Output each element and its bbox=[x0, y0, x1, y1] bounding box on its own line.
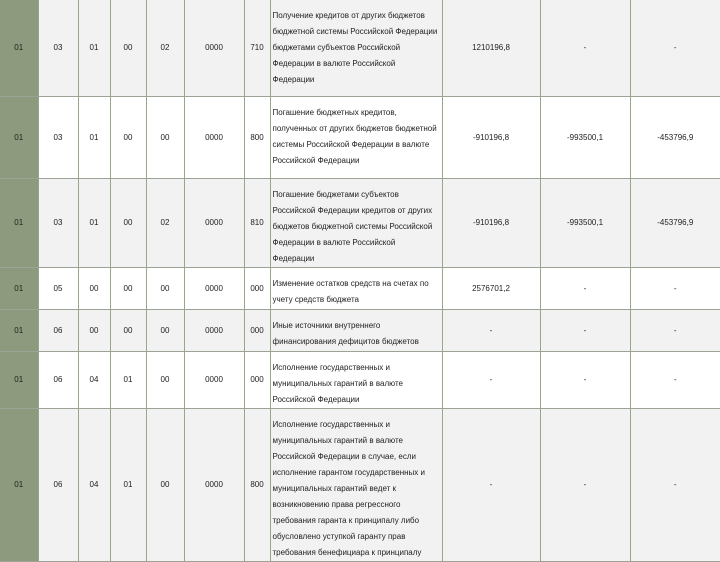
code-cell: 00 bbox=[146, 309, 184, 351]
code-cell: 00 bbox=[110, 96, 146, 178]
description-cell: Иные источники внутреннего финансирования дефицитов бюджетов bbox=[270, 309, 442, 351]
code-cell: 800 bbox=[244, 408, 270, 561]
code-cell: 01 bbox=[78, 0, 110, 96]
table-row bbox=[0, 96, 720, 178]
value-cell: -453796,9 bbox=[630, 96, 720, 178]
code-cell: 00 bbox=[78, 267, 110, 309]
value-cell: -993500,1 bbox=[540, 178, 630, 267]
code-cell: 04 bbox=[78, 351, 110, 408]
code-cell: 01 bbox=[78, 96, 110, 178]
code-cell: 00 bbox=[146, 351, 184, 408]
code-cell: 02 bbox=[146, 178, 184, 267]
description-cell: Погашение бюджетами субъектов Российской Федерации кредитов от других бюджетов бюджетной системы Российской Федерации в валюте Российской Федерации bbox=[270, 178, 442, 267]
code-cell: 01 bbox=[0, 408, 38, 561]
code-cell: 03 bbox=[38, 178, 78, 267]
code-cell: 0000 bbox=[184, 178, 244, 267]
code-cell: 01 bbox=[0, 178, 38, 267]
code-cell: 00 bbox=[78, 309, 110, 351]
code-cell: 00 bbox=[146, 408, 184, 561]
code-cell: 01 bbox=[0, 96, 38, 178]
code-cell: 01 bbox=[110, 351, 146, 408]
description-cell: Погашение бюджетных кредитов, полученных от других бюджетов бюджетной системы Российской Федерации в валюте Российской Федерации bbox=[270, 96, 442, 178]
value-cell: - bbox=[630, 351, 720, 408]
value-cell: - bbox=[540, 267, 630, 309]
table-row bbox=[0, 408, 720, 561]
code-cell: 0000 bbox=[184, 0, 244, 96]
code-cell: 00 bbox=[146, 96, 184, 178]
code-cell: 03 bbox=[38, 96, 78, 178]
value-cell: 2576701,2 bbox=[442, 267, 540, 309]
code-cell: 00 bbox=[110, 178, 146, 267]
value-cell: - bbox=[540, 309, 630, 351]
code-cell: 06 bbox=[38, 408, 78, 561]
value-cell: - bbox=[630, 267, 720, 309]
value-cell: - bbox=[442, 351, 540, 408]
value-cell: -910196,8 bbox=[442, 96, 540, 178]
code-cell: 01 bbox=[110, 408, 146, 561]
code-cell: 00 bbox=[110, 0, 146, 96]
code-cell: 06 bbox=[38, 309, 78, 351]
code-cell: 03 bbox=[38, 0, 78, 96]
description-cell: Получение кредитов от других бюджетов бюджетной системы Российской Федерации бюджетами субъектов Российской Федерации в валюте Российской Федерации bbox=[270, 0, 442, 96]
code-cell: 05 bbox=[38, 267, 78, 309]
value-cell: - bbox=[540, 408, 630, 561]
code-cell: 800 bbox=[244, 96, 270, 178]
code-cell: 710 bbox=[244, 0, 270, 96]
value-cell: - bbox=[442, 408, 540, 561]
code-cell: 01 bbox=[0, 351, 38, 408]
table-row bbox=[0, 0, 720, 96]
table-row bbox=[0, 178, 720, 267]
value-cell: - bbox=[540, 351, 630, 408]
value-cell: -993500,1 bbox=[540, 96, 630, 178]
code-cell: 06 bbox=[38, 351, 78, 408]
code-cell: 0000 bbox=[184, 351, 244, 408]
code-cell: 02 bbox=[146, 0, 184, 96]
code-cell: 0000 bbox=[184, 267, 244, 309]
code-cell: 0000 bbox=[184, 309, 244, 351]
value-cell: -453796,9 bbox=[630, 178, 720, 267]
description-cell: Исполнение государственных и муниципальных гарантий в валюте Российской Федерации bbox=[270, 351, 442, 408]
value-cell: - bbox=[630, 408, 720, 561]
description-cell: Исполнение государственных и муниципальных гарантий в валюте Российской Федерации в случае, если исполнение гарантом государственных и муниципальных гарантий ведет к возникновению права регрессного требования гаранта к принципалу либо обусловлено уступкой гаранту прав требования бенефициара к принципалу bbox=[270, 408, 442, 561]
code-cell: 04 bbox=[78, 408, 110, 561]
code-cell: 00 bbox=[110, 309, 146, 351]
value-cell: - bbox=[442, 309, 540, 351]
code-cell: 01 bbox=[0, 267, 38, 309]
code-cell: 01 bbox=[0, 0, 38, 96]
value-cell: - bbox=[630, 309, 720, 351]
code-cell: 00 bbox=[110, 267, 146, 309]
code-cell: 000 bbox=[244, 309, 270, 351]
code-cell: 0000 bbox=[184, 408, 244, 561]
code-cell: 00 bbox=[146, 267, 184, 309]
value-cell: -910196,8 bbox=[442, 178, 540, 267]
code-cell: 01 bbox=[0, 309, 38, 351]
code-cell: 810 bbox=[244, 178, 270, 267]
table-row bbox=[0, 309, 720, 351]
code-cell: 01 bbox=[78, 178, 110, 267]
code-cell: 000 bbox=[244, 267, 270, 309]
value-cell: 1210196,8 bbox=[442, 0, 540, 96]
value-cell: - bbox=[540, 0, 630, 96]
code-cell: 000 bbox=[244, 351, 270, 408]
code-cell: 0000 bbox=[184, 96, 244, 178]
value-cell: - bbox=[630, 0, 720, 96]
table-row bbox=[0, 351, 720, 408]
table-row bbox=[0, 267, 720, 309]
description-cell: Изменение остатков средств на счетах по учету средств бюджета bbox=[270, 267, 442, 309]
